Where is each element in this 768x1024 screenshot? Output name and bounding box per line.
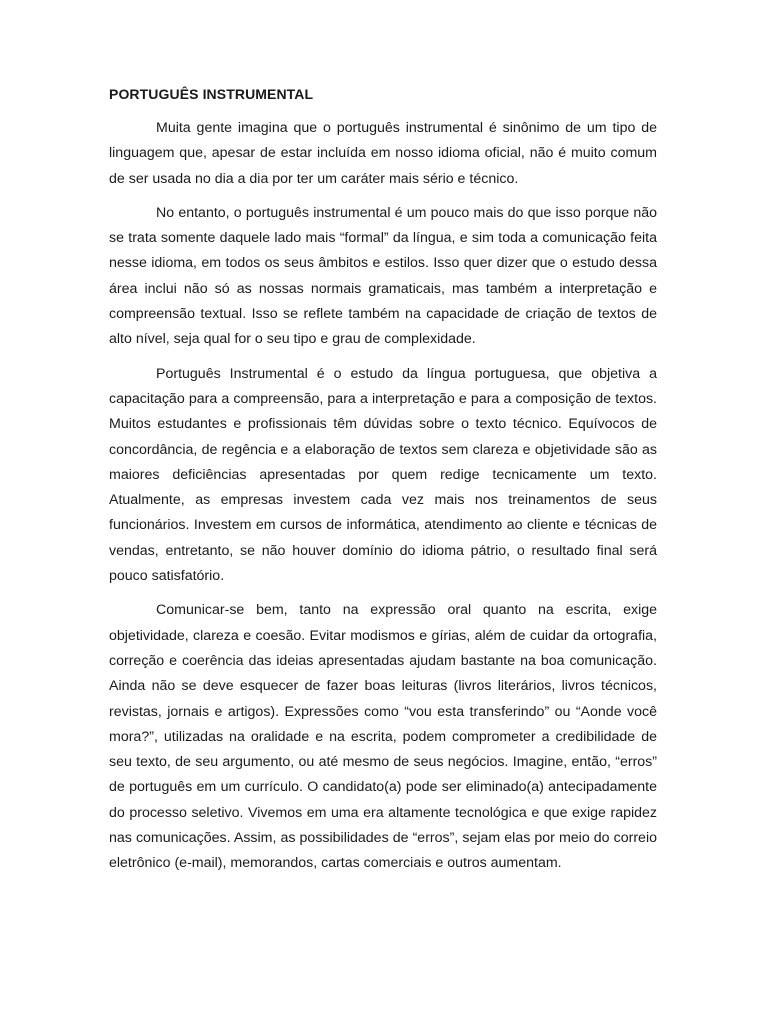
paragraph-2: No entanto, o português instrumental é um pouco mais do que isso porque não se trata somente daquele lado mais “formal” da língua, e sim toda a comunicação feita nesse idioma, em todos os seus âmbitos e estilos. Isso quer dizer que o estudo dessa área inclui não só as nossas normais gramaticais, mas também a interpretação e compreensão textual. Isso se reflete também na capacidade de criação de textos de alto nível, seja qual for o seu tipo e grau de complexidade. bbox=[109, 204, 657, 348]
paragraph-3: Português Instrumental é o estudo da língua portuguesa, que objetiva a capacitação para a compreensão, para a interpretação e para a composição de textos. Muitos estudantes e profissionais têm dúvidas sobre o texto técnico. Equívocos de concordância, de regência e a elaboração de textos sem clareza e objetividade são as maiores deficiências apresentadas por quem redige tecnicamente um texto. Atualmente, as empresas investem cada vez mais nos treinamentos de seus funcionários. Investem em cursos de informática, atendimento ao cliente e técnicas de vendas, entretanto, se não houver domínio do idioma pátrio, o resultado final será pouco satisfatório. bbox=[109, 365, 657, 585]
document-body bbox=[109, 84, 657, 886]
paragraph-4: Comunicar-se bem, tanto na expressão oral quanto na escrita, exige objetividade, clareza e coesão. Evitar modismos e gírias, além de cuidar da ortografia, correção e coerência das ideias apresentadas ajudam bastante na boa comunicação. Ainda não se deve esquecer de fazer boas leituras (livros literários, livros técnicos, revistas, jornais e artigos). Expressões como “vou esta transferindo” ou “Aonde você mora?”, utilizadas na oralidade e na escrita, podem comprometer a credibilidade de seu texto, de seu argumento, ou até mesmo de seus negócios. Imagine, então, “erros” de português em um currículo. O candidato(a) pode ser eliminado(a) antecipadamente do processo seletivo. Vivemos em uma era altamente tecnológica e que exige rapidez nas comunicações. Assim, as possibilidades de “erros”, sejam elas por meio do correio eletrônico (e-mail), memorandos, cartas comerciais e outros aumentam. bbox=[109, 602, 657, 872]
paragraph-1: Muita gente imagina que o português instrumental é sinônimo de um tipo de linguagem que, apesar de estar incluída em nosso idioma oficial, não é muito comum de ser usada no dia a dia por ter um caráter mais sério e técnico. bbox=[109, 120, 657, 187]
document-title: PORTUGUÊS INSTRUMENTAL bbox=[109, 86, 314, 102]
